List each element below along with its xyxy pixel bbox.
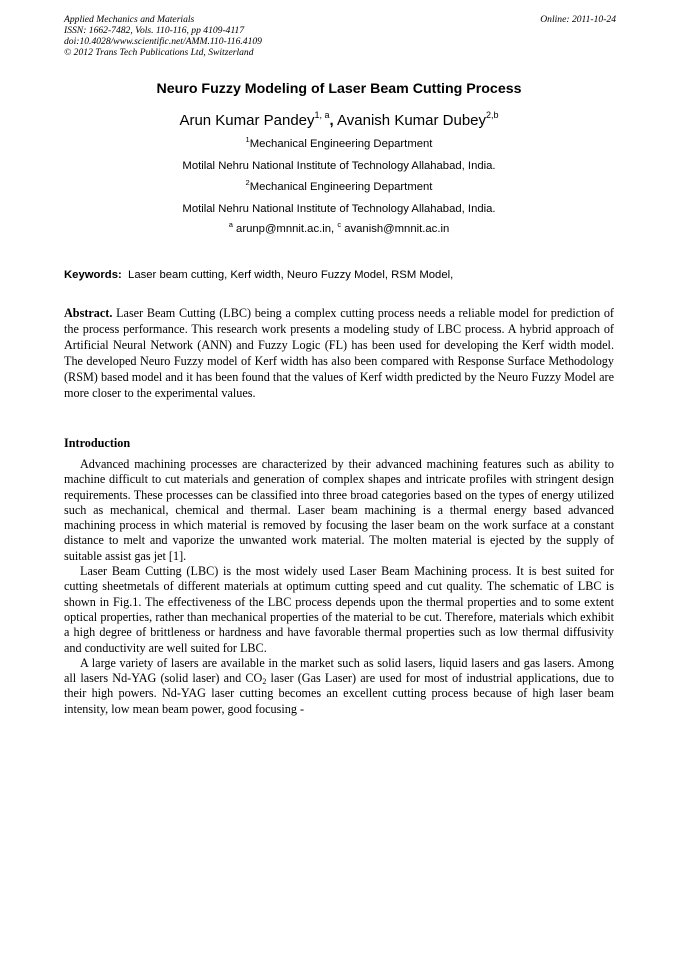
abstract [64,305,614,401]
paper-title: Neuro Fuzzy Modeling of Laser Beam Cutting Process [156,81,522,97]
intro-paragraph-3 [64,656,614,717]
intro-paragraph-1: Advanced machining processes are characterized by their advanced machining features such as ability to machine difficult to cut materials and generation of complex shapes and intricate profiles with stringent design requirements. These processes can be classified into three broad categories based on the types of energy utilized such as mechanical, chemical and thermal. Laser beam machining is a thermal energy based advanced machining process in which material is removed by focusing the laser beam on the work surface at a constant distance to melt and vaporize the unwanted work material. The molten material is ejected by the supply of suitable assist gas jet [1]. [64,457,614,563]
email-c-sup: c [337,220,342,229]
copyright-line: © 2012 Trans Tech Publications Ltd, Switzerland [64,47,254,58]
aff-2-sup: 2 [245,178,250,187]
aff-2-dept-text: Mechanical Engineering Department [249,181,433,193]
email-a: arunp@mnnit.ac.in, [232,223,338,235]
issn-line: ISSN: 1662-7482, Vols. 110-116, pp 4109-4117 [64,25,245,36]
online-date: Online: 2011-10-24 [540,14,616,25]
introduction-heading: Introduction [64,436,131,450]
keywords-text: Laser beam cutting, Kerf width, Neuro Fuzzy Model, RSM Model, [121,269,454,281]
author-separator: , [329,112,334,129]
email-c: avanish@mnnit.ac.in [341,223,450,235]
affiliation-2-dept [0,178,678,193]
intro-p3-part-a: A large variety of lasers are available in the market such as solid lasers, liquid lasers and gas lasers. Among all lasers Nd-YAG (solid laser) and CO [64,655,614,686]
affiliation-1-dept [0,135,678,150]
journal-header [64,14,616,58]
aff-1-sup: 1 [245,135,250,144]
abstract-label: Abstract. [64,306,113,320]
abstract-text: Laser Beam Cutting (LBC) being a complex cutting process needs a reliable model for prediction of the process performance. This research work presents a modeling study of LBC process. A hybrid approach of Artificial Neural Network (ANN) and Fuzzy Logic (FL) has been used for developing the Kerf width model. The developed Neuro Fuzzy model of Kerf width has also been compared with Response Surface Methodology (RSM) based model and it has been found that the values of Kerf width predicted by the Neuro Fuzzy Model are more closer to the experimental values. [64,306,614,400]
keywords [64,269,624,281]
author-1: Arun Kumar Pandey [179,112,315,129]
keywords-label: Keywords: [64,269,122,281]
author-line [0,112,678,129]
doi-line: doi:10.4028/www.scientific.net/AMM.110-116.4109 [64,36,262,47]
intro-paragraph-2: Laser Beam Cutting (LBC) is the most widely used Laser Beam Machining process. It is best suited for cutting sheetmetals of different materials at optimum cutting speed and cut quality. The schematic of LBC is shown in Fig.1. The effectiveness of the LBC process depends upon the thermal properties and to some extent optical properties, rather than mechanical properties of the material to be cut. Therefore, materials which exhibit a high degree of brittleness or hardness and have favorable thermal properties such as low thermal diffusivity and conductivity are well suited for LBC. [64,564,614,655]
intro-p3-part-b: laser (Gas Laser) are used for most of industrial applications, due to their high powers. Nd-YAG laser cutting becomes an excellent cutting process because of high laser beam intensity, low mean beam power, good focusing - [64,671,614,716]
email-line [0,220,678,235]
affiliation-2-inst: Motilal Nehru National Institute of Technology Allahabad, India. [182,203,496,215]
author-2: Avanish Kumar Dubey [333,112,487,129]
introduction-body [64,457,614,717]
aff-1-dept-text: Mechanical Engineering Department [249,138,433,150]
journal-name: Applied Mechanics and Materials [64,14,195,25]
author-1-sup: 1, a [314,110,330,120]
affiliation-1-inst: Motilal Nehru National Institute of Technology Allahabad, India. [182,160,496,172]
email-a-sup: a [228,220,233,229]
author-2-sup: 2,b [486,110,499,120]
co2-subscript: 2 [262,677,267,687]
